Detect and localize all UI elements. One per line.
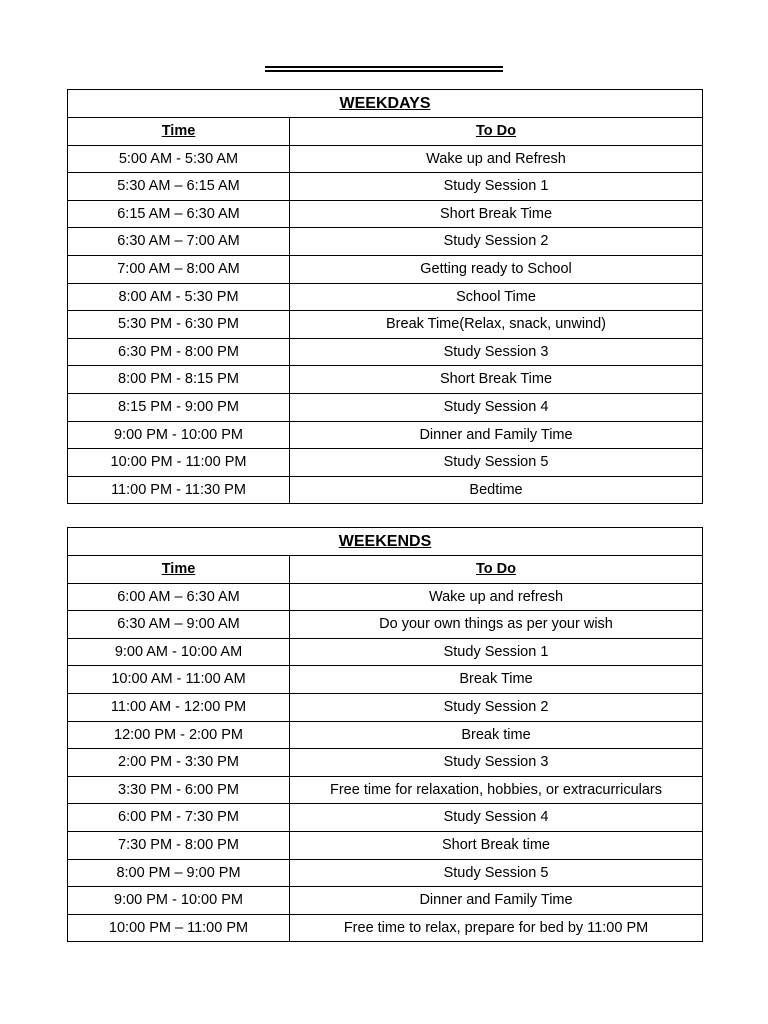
todo-cell: Study Session 3 [290,338,703,366]
table-row [68,173,703,201]
todo-cell: Study Session 2 [290,693,703,721]
time-cell: 6:00 PM - 7:30 PM [68,804,290,832]
time-cell: 8:00 PM - 8:15 PM [68,366,290,394]
time-cell: 11:00 PM - 11:30 PM [68,476,290,504]
time-cell: 2:00 PM - 3:30 PM [68,749,290,777]
table-row [68,693,703,721]
table-row [68,476,703,504]
todo-cell: Wake up and refresh [290,583,703,611]
weekdays-header-row [68,118,703,146]
todo-cell: Dinner and Family Time [290,887,703,915]
todo-cell: Do your own things as per your wish [290,611,703,639]
todo-cell: Study Session 4 [290,393,703,421]
weekends-header-row [68,556,703,584]
weekends-time-header: Time [68,556,290,584]
weekdays-schedule-table [67,89,703,504]
table-row [68,887,703,915]
todo-cell: Short Break Time [290,366,703,394]
time-cell: 7:00 AM – 8:00 AM [68,255,290,283]
table-row [68,914,703,942]
table-row [68,366,703,394]
time-cell: 9:00 AM - 10:00 AM [68,638,290,666]
table-row [68,721,703,749]
time-cell: 9:00 PM - 10:00 PM [68,887,290,915]
todo-cell: Study Session 1 [290,173,703,201]
table-row [68,804,703,832]
weekdays-title: WEEKDAYS [68,90,703,118]
time-cell: 8:15 PM - 9:00 PM [68,393,290,421]
todo-cell: Study Session 2 [290,228,703,256]
table-row [68,311,703,339]
table-row [68,145,703,173]
table-row [68,338,703,366]
time-cell: 11:00 AM - 12:00 PM [68,693,290,721]
todo-cell: Bedtime [290,476,703,504]
time-cell: 6:30 AM – 7:00 AM [68,228,290,256]
todo-cell: Short Break time [290,831,703,859]
time-cell: 5:30 AM – 6:15 AM [68,173,290,201]
weekdays-time-header: Time [68,118,290,146]
weekends-todo-header: To Do [290,556,703,584]
todo-cell: Study Session 3 [290,749,703,777]
todo-cell: Study Session 4 [290,804,703,832]
table-row [68,255,703,283]
time-cell: 6:30 PM - 8:00 PM [68,338,290,366]
table-row [68,583,703,611]
time-cell: 12:00 PM - 2:00 PM [68,721,290,749]
todo-cell: Study Session 5 [290,449,703,477]
title-double-rule [265,66,503,72]
time-cell: 10:00 AM - 11:00 AM [68,666,290,694]
time-cell: 10:00 PM – 11:00 PM [68,914,290,942]
table-row [68,393,703,421]
time-cell: 9:00 PM - 10:00 PM [68,421,290,449]
table-row [68,638,703,666]
todo-cell: Break Time [290,666,703,694]
table-row [68,831,703,859]
table-row [68,449,703,477]
time-cell: 5:30 PM - 6:30 PM [68,311,290,339]
weekends-title-row [68,528,703,556]
time-cell: 6:00 AM – 6:30 AM [68,583,290,611]
table-row [68,421,703,449]
weekdays-todo-header: To Do [290,118,703,146]
table-row [68,666,703,694]
table-row [68,859,703,887]
table-row [68,283,703,311]
weekdays-title-row [68,90,703,118]
time-cell: 8:00 AM - 5:30 PM [68,283,290,311]
time-cell: 6:15 AM – 6:30 AM [68,200,290,228]
time-cell: 7:30 PM - 8:00 PM [68,831,290,859]
weekends-schedule-table [67,527,703,942]
time-cell: 5:00 AM - 5:30 AM [68,145,290,173]
todo-cell: Study Session 1 [290,638,703,666]
table-row [68,228,703,256]
time-cell: 3:30 PM - 6:00 PM [68,776,290,804]
todo-cell: Dinner and Family Time [290,421,703,449]
todo-cell: Free time to relax, prepare for bed by 11:00 PM [290,914,703,942]
time-cell: 6:30 AM – 9:00 AM [68,611,290,639]
weekends-title: WEEKENDS [68,528,703,556]
todo-cell: Study Session 5 [290,859,703,887]
table-row [68,611,703,639]
todo-cell: Break Time(Relax, snack, unwind) [290,311,703,339]
time-cell: 10:00 PM - 11:00 PM [68,449,290,477]
table-row [68,749,703,777]
todo-cell: Getting ready to School [290,255,703,283]
todo-cell: School Time [290,283,703,311]
table-row [68,776,703,804]
todo-cell: Wake up and Refresh [290,145,703,173]
todo-cell: Free time for relaxation, hobbies, or extracurriculars [290,776,703,804]
todo-cell: Break time [290,721,703,749]
table-row [68,200,703,228]
time-cell: 8:00 PM – 9:00 PM [68,859,290,887]
todo-cell: Short Break Time [290,200,703,228]
